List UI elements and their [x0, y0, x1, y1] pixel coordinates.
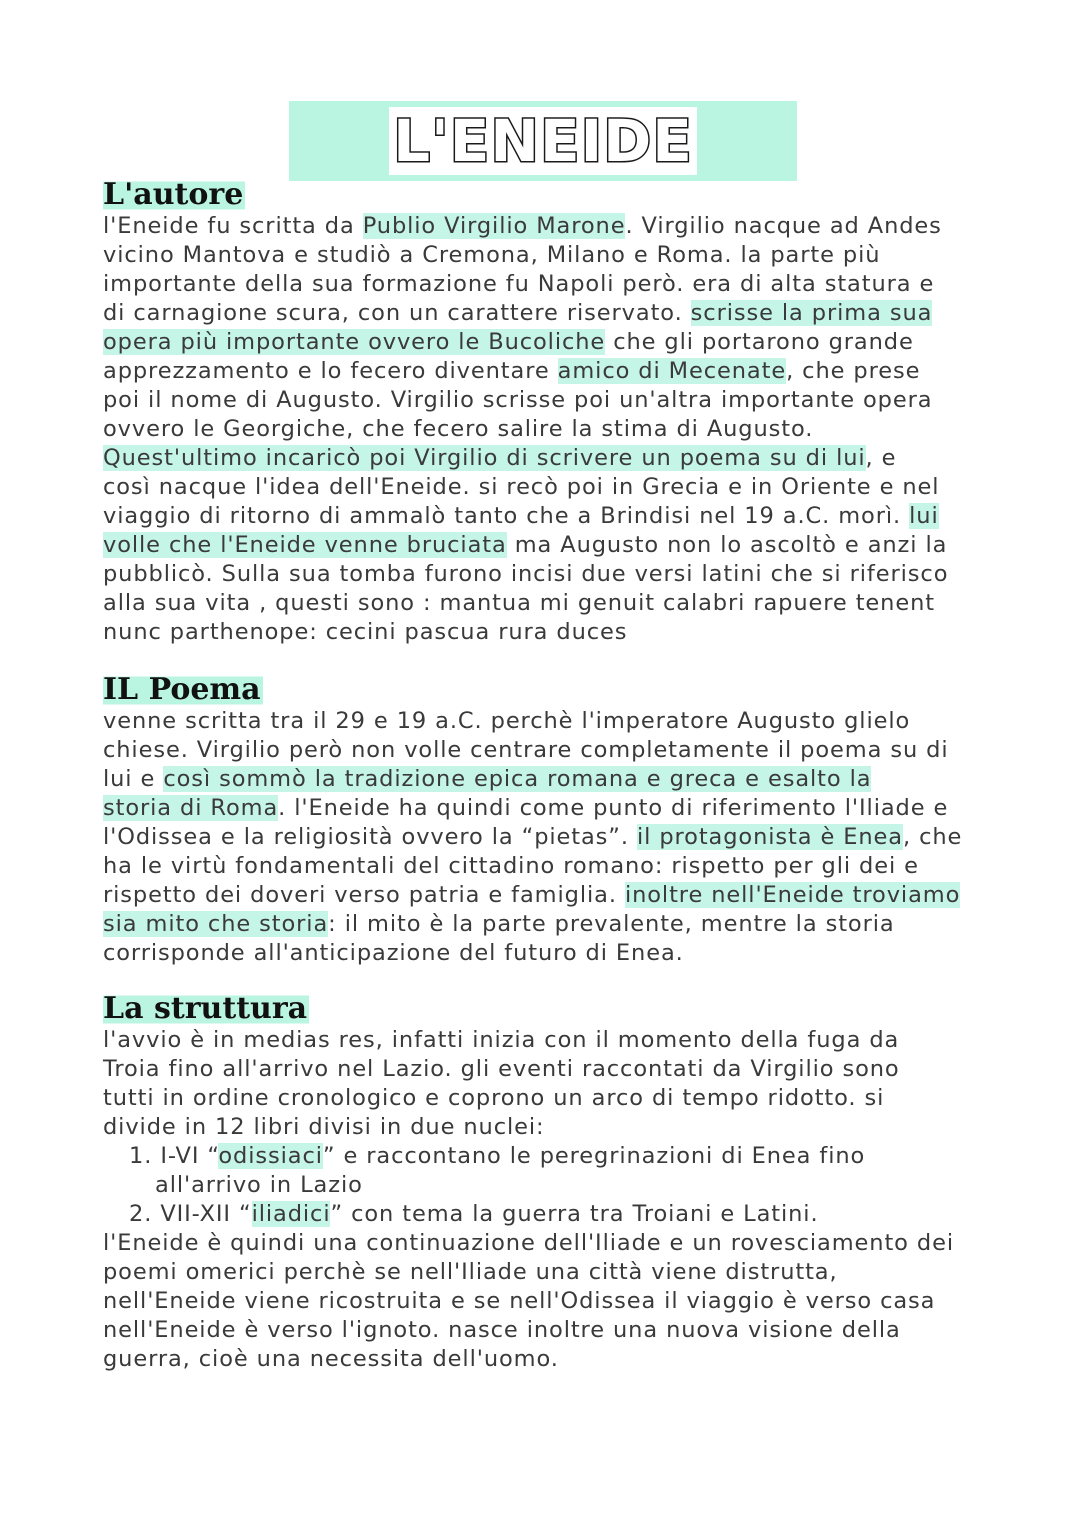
- section-poema: [103, 673, 983, 968]
- text-segment: ha le virtù fondamentali del cittadino romano: rispetto per gli dei e: [103, 853, 919, 879]
- highlighted-text: volle che l'Eneide venne bruciata: [103, 532, 507, 558]
- text-line: [103, 1142, 983, 1171]
- text-line: [103, 1345, 983, 1374]
- highlighted-text: storia di Roma: [103, 795, 279, 821]
- text-segment: nell'Eneide viene ricostruita e se nell'Odissea il viaggio è verso casa: [103, 1288, 936, 1314]
- text-line: [103, 241, 983, 270]
- text-line: [103, 765, 983, 794]
- text-line: [103, 1229, 983, 1258]
- text-line: [103, 589, 983, 618]
- text-segment: nunc parthenope: cecini pascua rura duces: [103, 619, 628, 645]
- highlighted-text: opera più importante ovvero le Bucoliche: [103, 329, 606, 355]
- text-line: [103, 386, 983, 415]
- text-line: [103, 881, 983, 910]
- highlighted-text: così sommò la tradizione epica romana e greca e esalto la: [163, 766, 872, 792]
- text-line: [103, 736, 983, 765]
- text-segment: ovvero le Georgiche, che fecero salire la stima di Augusto.: [103, 416, 814, 442]
- text-line: [103, 473, 983, 502]
- text-segment: alla sua vita , questi sono : mantua mi genuit calabri rapuere tenent: [103, 590, 935, 616]
- text-line: [103, 1258, 983, 1287]
- highlighted-text: scrisse la prima sua: [690, 300, 933, 326]
- highlighted-text: sia mito che storia: [103, 911, 329, 937]
- text-segment: corrisponde all'anticipazione del futuro di Enea.: [103, 940, 684, 966]
- section-text: [103, 707, 983, 968]
- text-line: [103, 939, 983, 968]
- text-segment: 2. VII-XII “: [129, 1201, 252, 1227]
- text-line: [103, 1287, 983, 1316]
- text-line: [103, 852, 983, 881]
- text-segment: guerra, cioè una necessita dell'uomo.: [103, 1346, 559, 1372]
- highlighted-text: il protagonista è Enea: [636, 824, 903, 850]
- section-text: [103, 1026, 983, 1374]
- text-line: [103, 328, 983, 357]
- text-line: [103, 1171, 983, 1200]
- section-autore: [103, 178, 983, 647]
- text-segment: di carnagione scura, con un carattere riservato.: [103, 300, 691, 326]
- text-line: [103, 560, 983, 589]
- text-line: [103, 1316, 983, 1345]
- text-segment: , e: [865, 445, 897, 471]
- text-segment: l'Eneide è quindi una continuazione dell'Iliade e un rovesciamento dei: [103, 1230, 954, 1256]
- text-line: [103, 531, 983, 560]
- text-segment: pubblicò. Sulla sua tomba furono incisi due versi latini che si riferisco: [103, 561, 949, 587]
- text-line: [103, 502, 983, 531]
- text-segment: venne scritta tra il 29 e 19 a.C. perchè l'imperatore Augusto glielo: [103, 708, 911, 734]
- highlighted-text: lui: [909, 503, 939, 529]
- text-segment: divide in 12 libri divisi in due nuclei:: [103, 1114, 545, 1140]
- text-line: [103, 707, 983, 736]
- text-segment: . Virgilio nacque ad Andes: [625, 213, 942, 239]
- text-segment: nell'Eneide è verso l'ignoto. nasce inoltre una nuova visione della: [103, 1317, 901, 1343]
- text-segment: apprezzamento e lo fecero diventare: [103, 358, 558, 384]
- text-line: [103, 823, 983, 852]
- text-line: [103, 1084, 983, 1113]
- text-segment: l'Odissea e la religiosità ovvero la “pietas”.: [103, 824, 637, 850]
- text-line: [103, 910, 983, 939]
- text-segment: ma Augusto non lo ascoltò e anzi la: [506, 532, 948, 558]
- text-segment: ” con tema la guerra tra Troiani e Latini.: [330, 1201, 819, 1227]
- text-segment: l'avvio è in medias res, infatti inizia con il momento della fuga da: [103, 1027, 900, 1053]
- page-title: L'ENEIDE: [289, 100, 797, 182]
- text-segment: che gli portarono grande: [605, 329, 914, 355]
- text-line: [103, 1200, 983, 1229]
- text-line: [103, 357, 983, 386]
- text-line: [103, 1055, 983, 1084]
- text-segment: : il mito è la parte prevalente, mentre la storia: [328, 911, 895, 937]
- text-line: [103, 415, 983, 444]
- text-segment: chiese. Virgilio però non volle centrare completamente il poema su di: [103, 737, 949, 763]
- highlighted-text: amico di Mecenate: [557, 358, 787, 384]
- text-line: [103, 270, 983, 299]
- highlighted-text: inoltre nell'Eneide troviamo: [624, 882, 961, 908]
- text-segment: Troia fino all'arrivo nel Lazio. gli eventi raccontati da Virgilio sono: [103, 1056, 900, 1082]
- section-heading: La struttura: [103, 991, 308, 1026]
- highlighted-text: odissiaci: [218, 1143, 323, 1169]
- text-line: [103, 618, 983, 647]
- section-heading: L'autore: [103, 177, 244, 212]
- text-segment: all'arrivo in Lazio: [155, 1172, 363, 1198]
- text-segment: tutti in ordine cronologico e coprono un arco di tempo ridotto. si: [103, 1085, 885, 1111]
- section-heading: IL Poema: [103, 672, 261, 707]
- text-segment: rispetto dei doveri verso patria e famiglia.: [103, 882, 625, 908]
- text-line: [103, 444, 983, 473]
- text-segment: . l'Eneide ha quindi come punto di riferimento l'Iliade e: [278, 795, 949, 821]
- text-line: [103, 794, 983, 823]
- text-segment: viaggio di ritorno di ammalò tanto che a Brindisi nel 19 a.C. morì.: [103, 503, 910, 529]
- text-segment: vicino Mantova e studiò a Cremona, Milano e Roma. la parte più: [103, 242, 881, 268]
- text-segment: l'Eneide fu scritta da: [103, 213, 363, 239]
- text-line: [103, 212, 983, 241]
- highlighted-text: iliadici: [251, 1201, 331, 1227]
- text-segment: importante della sua formazione fu Napoli però. era di alta statura e: [103, 271, 935, 297]
- text-line: [103, 1113, 983, 1142]
- section-struttura: [103, 992, 983, 1374]
- text-segment: lui e: [103, 766, 164, 792]
- highlighted-text: Publio Virgilio Marone: [362, 213, 626, 239]
- text-line: [103, 1026, 983, 1055]
- text-line: [103, 299, 983, 328]
- text-segment: , che prese: [786, 358, 921, 384]
- text-segment: , che: [902, 824, 963, 850]
- text-segment: poi il nome di Augusto. Virgilio scrisse poi un'altra importante opera: [103, 387, 933, 413]
- text-segment: ” e raccontano le peregrinazioni di Enea fino: [322, 1143, 866, 1169]
- text-segment: poemi omerici perchè se nell'Iliade una città viene distrutta,: [103, 1259, 838, 1285]
- text-segment: così nacque l'idea dell'Eneide. si recò poi in Grecia e in Oriente e nel: [103, 474, 940, 500]
- text-segment: 1. I-VI “: [129, 1143, 219, 1169]
- highlighted-text: Quest'ultimo incaricò poi Virgilio di scrivere un poema su di lui: [103, 445, 866, 471]
- section-text: [103, 212, 983, 647]
